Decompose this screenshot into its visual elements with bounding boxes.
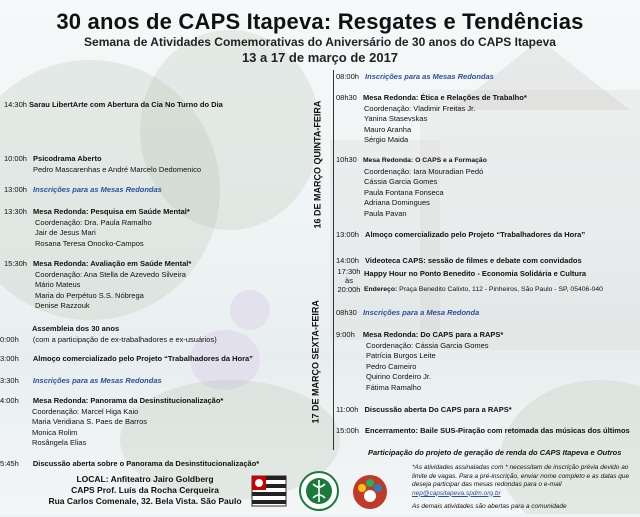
note-line: limite de vagas. Para a pré-inscrição, enviar nome completo e as datas que: [412, 472, 630, 480]
event-time: 10h30: [336, 155, 357, 164]
timeline-line-right: [333, 70, 334, 450]
event-mesa-raps: [336, 330, 503, 393]
event-time: 3:30h: [0, 376, 19, 385]
event-speaker: Mauro Aranha: [364, 124, 412, 134]
event-speaker: Paula Pavan: [364, 208, 407, 218]
event-mesa-desinst: [0, 396, 223, 449]
event-speaker: Sérgio Maida: [364, 135, 409, 144]
event-title: Mesa Redonda: Panorama da Desinstitucionalização*: [32, 396, 224, 405]
event-speaker: Cássia Garcia Gomes: [364, 177, 438, 186]
event-mesa-etica: [336, 93, 527, 146]
venue-info: [0, 474, 290, 507]
event-title: Inscrições para as Mesas Redondas: [32, 376, 162, 385]
venue-name: CAPS Prof. Luís da Rocha Cerqueira: [71, 485, 219, 495]
event-time: 13:00h: [336, 230, 359, 239]
note-line: *As atividades assinaladas com * necessitam de inscrição prévia devido ao: [412, 464, 629, 471]
event-title: Mesa Redonda: Avaliação em Saúde Mental*: [33, 259, 192, 268]
event-time: 13:30h: [4, 207, 27, 216]
event-coordination: Coordenação: Cássia Garcia Gomes: [366, 340, 489, 350]
day-label-text: 16 DE MARÇO QUINTA-FEIRA: [312, 100, 323, 229]
event-title: Videoteca CAPS: sessão de filmes e debate com convidados: [365, 256, 582, 265]
event-speaker: Monica Rolim: [32, 427, 78, 437]
event-assembleia: [0, 324, 217, 345]
event-almoco-2: [336, 230, 585, 241]
event-speaker: Denise Razzouk: [35, 301, 90, 310]
event-speaker: Rosana Teresa Onocko-Campos: [35, 238, 144, 248]
event-title: Inscrições para as Mesas Redondas: [365, 72, 494, 81]
day-label-text: 17 DE MARÇO SEXTA-FEIRA: [310, 300, 321, 424]
event-time: 11:00h: [336, 405, 359, 414]
event-time-end: 20:00h: [337, 285, 361, 294]
event-title: Inscrições para a Mesa Redonda: [362, 308, 480, 317]
event-time: 0:00h: [0, 334, 19, 344]
event-discussao-raps: [336, 405, 512, 416]
event-sarau: [4, 100, 223, 111]
event-title: Psicodrama Aberto: [33, 154, 102, 163]
event-time-start: 17:30h: [337, 267, 361, 276]
event-speaker: Adriana Domingues: [364, 198, 430, 207]
event-time: 4:00h: [0, 396, 19, 405]
event-psicodrama: [4, 154, 201, 175]
event-coordination: Coordenação: Dra. Paula Ramalho: [35, 217, 152, 227]
event-speaker: Yanina Stasevskas: [364, 114, 428, 123]
event-speaker: Maria Veridiana S. Paes de Barros: [32, 417, 148, 426]
event-almoco-1: [0, 354, 253, 365]
event-inscricoes-1: [4, 185, 162, 196]
event-speaker: Jair de Jesus Mari: [35, 228, 96, 237]
page-title: 30 anos de CAPS Itapeva: Resgates e Tendências: [56, 9, 584, 34]
event-coordination: Coordenação: Vladimir Freitas Jr.: [364, 103, 476, 113]
page-subtitle: Semana de Atividades Comemorativas do Aniversário de 30 anos do CAPS Itapeva: [84, 35, 556, 49]
registration-note: [412, 464, 640, 512]
event-inscricoes-2: [0, 376, 162, 387]
event-time: 5:45h: [0, 459, 19, 468]
event-people: Pedro Mascarenhas e André Marcelo Dedomenico: [33, 164, 202, 174]
venue-local: LOCAL: Anfiteatro Jairo Goldberg: [76, 474, 214, 484]
address-label: Endereço:: [364, 286, 398, 293]
event-coordination: Coordenação: Ana Stella de Azevedo Silveira: [35, 269, 186, 279]
event-speaker: Fátima Ramalho: [366, 382, 422, 392]
event-speaker: Maria do Perpétuo S.S. Nóbrega: [35, 290, 144, 300]
logos: [250, 470, 398, 512]
event-speaker: Mário Mateus: [35, 280, 81, 289]
event-title: Mesa Redonda: Do CAPS para a RAPS*: [362, 330, 504, 339]
event-speaker: Paula Fontana Fonseca: [364, 187, 444, 197]
event-time: 08:00h: [336, 72, 359, 81]
event-speaker: Rosângela Elias: [32, 438, 87, 447]
venue-address: Rua Carlos Comenale, 32. Bela Vista. São Paulo: [48, 496, 242, 506]
event-title: Discussão aberta Do CAPS para a RAPS*: [364, 405, 512, 414]
event-time: 10:00h: [4, 154, 27, 163]
event-title: Almoço comercializado pelo Projeto “Trabalhadores da Hora”: [365, 230, 586, 239]
address: Praça Benedito Calixto, 112 - Pinheiros, São Paulo - SP, 05406-040: [399, 286, 603, 293]
event-title: Happy Hour no Ponto Benedito - Economia Solidária e Cultura: [364, 269, 587, 278]
event-time: 14:30h: [4, 100, 27, 109]
event-participacao: [368, 448, 621, 459]
event-discussao-desinst: [0, 459, 259, 470]
spdm-logo-icon: [298, 470, 340, 512]
event-title: Mesa Redonda: O CAPS e a Formação: [362, 157, 487, 164]
header: [0, 0, 640, 66]
event-title: Discussão aberta sobre o Panorama da Desinstitucionalização*: [32, 459, 260, 468]
day-label-16: [312, 100, 324, 229]
event-videoteca: [336, 256, 582, 267]
event-title: Almoço comercializado pelo Projeto “Trabalhadores da Hora”: [32, 354, 253, 363]
event-title: Mesa Redonda: Ética e Relações de Trabalho*: [362, 93, 527, 102]
event-speaker: Patrícia Burgos Leite: [366, 351, 436, 360]
event-time-sep: às: [345, 276, 353, 285]
event-time: 9:00h: [336, 330, 355, 339]
event-time: 15:00h: [336, 426, 359, 435]
event-mesa-avaliacao: [4, 259, 191, 312]
event-title: Assembleia dos 30 anos: [32, 324, 120, 333]
event-encerramento: [336, 426, 630, 437]
sp-state-logo-icon: [250, 472, 288, 510]
event-title: Inscrições para as Mesas Redondas: [33, 185, 162, 194]
event-time: 3:00h: [0, 354, 19, 363]
event-coordination: Coordenação: Iara Mouradian Pedó: [364, 166, 484, 176]
event-time: 15:30h: [4, 259, 27, 268]
event-coordination: Coordenação: Marcel Higa Kaio: [32, 406, 139, 416]
event-time: 08h30: [336, 308, 357, 317]
event-title: Participação do projeto de geração de renda do CAPS Itapeva e Outros: [368, 448, 622, 457]
event-mesa-pesquisa: [4, 207, 190, 249]
event-speaker: Pedro Cameiro: [366, 361, 417, 371]
event-time: 14:00h: [336, 256, 359, 265]
event-subtitle: (com a participação de ex-trabalhadores e ex-usuários): [32, 334, 217, 344]
note-line: As demais atividades são abertas para a comunidade: [412, 503, 567, 510]
note-line: deseja participar das mesas redondas para o e-mail: [412, 481, 562, 488]
day-label-17: [310, 300, 322, 424]
event-mesa-formacao: [336, 155, 487, 219]
event-dates: 13 a 17 de março de 2017: [241, 50, 399, 65]
caps-logo-icon: [348, 472, 392, 510]
event-inscricoes-r1: [336, 72, 494, 83]
event-speaker: Quirino Cordeiro Jr.: [366, 372, 432, 381]
event-title: Mesa Redonda: Pesquisa em Saúde Mental*: [33, 207, 190, 216]
email-link[interactable]: nep@capsitapeva.spdm.org.br: [412, 489, 501, 497]
event-title: Sarau LibertArte com Abertura da Cia No Turno do Dia: [29, 100, 223, 109]
event-time: 13:00h: [4, 185, 27, 194]
event-inscricoes-r7: [336, 308, 479, 319]
event-title: Encerramento: Baile SUS-Piração com retomada das músicas dos últimos: [365, 426, 630, 435]
event-time: 08h30: [336, 93, 357, 102]
